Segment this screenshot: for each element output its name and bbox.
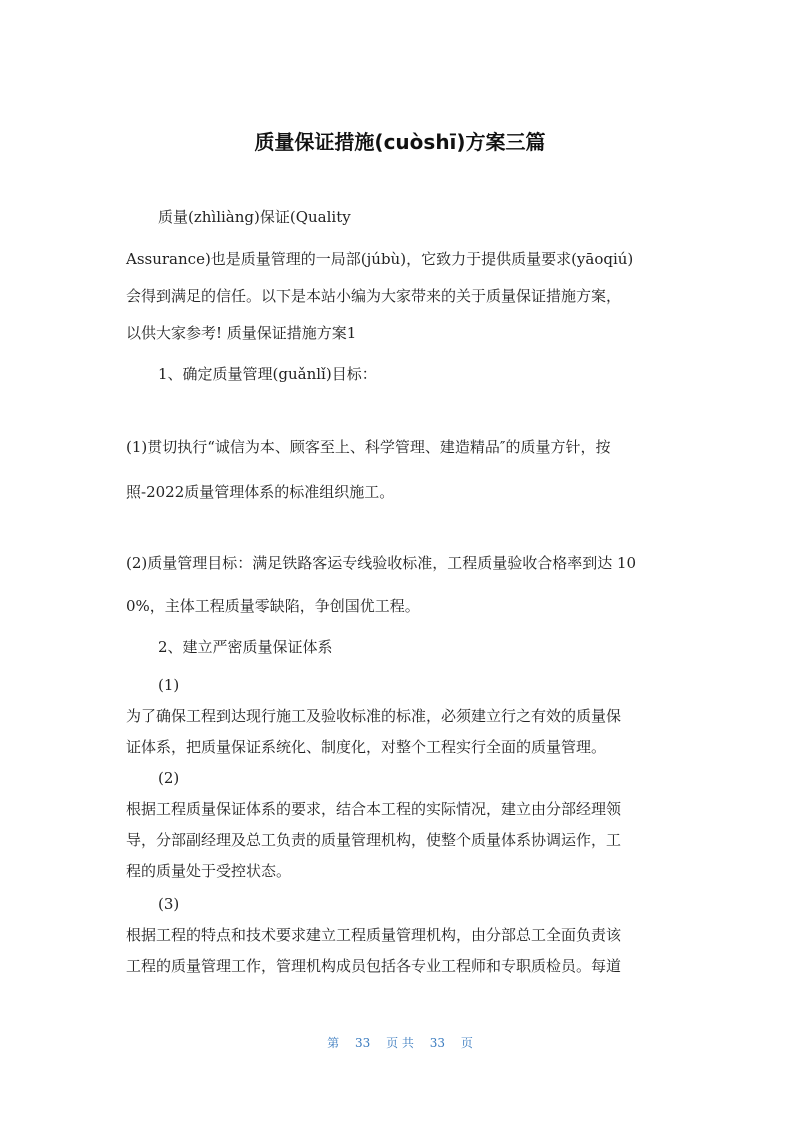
paragraph-line: 根据工程的特点和技术要求建立工程质量管理机构，由分部总工全面负责该 (126, 926, 622, 944)
paragraph-line: 照-2022质量管理体系的标准组织施工。 (126, 483, 395, 501)
paragraph-line: 根据工程质量保证体系的要求，结合本工程的实际情况，建立由分部经理领 (126, 800, 622, 818)
paragraph-line: 会得到满足的信任。以下是本站小编为大家带来的关于质量保证措施方案， (126, 287, 622, 305)
footer-prefix: 第 (327, 1036, 340, 1050)
page-footer (0, 1034, 800, 1051)
paragraph-line: 工程的质量管理工作，管理机构成员包括各专业工程师和专职质检员。每道 (126, 957, 622, 975)
paragraph-line: (2)质量管理目标：满足铁路客运专线验收标准，工程质量验收合格率到达 10 (126, 554, 637, 572)
paragraph-line: 为了确保工程到达现行施工及验收标准的标准，必须建立行之有效的质量保 (126, 707, 622, 725)
paragraph-line: 0%，主体工程质量零缺陷，争创国优工程。 (126, 597, 420, 615)
paragraph-line: 以供大家参考! 质量保证措施方案1 (126, 324, 357, 342)
footer-total-pages: 33 (429, 1036, 446, 1050)
paragraph-line: 质量(zhìliàng)保证(Quality (158, 208, 351, 226)
paragraph-line: 证体系，把质量保证系统化、制度化，对整个工程实行全面的质量管理。 (126, 738, 607, 756)
item-number: (1) (158, 676, 180, 694)
paragraph-line: 程的质量处于受控状态。 (126, 862, 292, 880)
section-heading: 1、确定质量管理(guǎnlǐ)目标： (158, 365, 377, 383)
footer-current-page: 33 (354, 1036, 371, 1050)
paragraph-line: 导，分部副经理及总工负责的质量管理机构，使整个质量体系协调运作，工 (126, 831, 622, 849)
paragraph-line: Assurance)也是质量管理的一局部(júbù)，它致力于提供质量要求(yāoqiú) (126, 250, 634, 268)
paragraph-line: (1)贯切执行“诚信为本、顾客至上、科学管理、建造精品″的质量方针，按 (126, 438, 611, 456)
footer-suffix: 页 (460, 1036, 473, 1050)
section-heading: 2、建立严密质量保证体系 (158, 638, 333, 656)
document-title: 质量保证措施(cuòshī)方案三篇 (254, 130, 546, 154)
footer-mid: 页 共 (386, 1036, 414, 1050)
item-number: (2) (158, 769, 180, 787)
item-number: (3) (158, 895, 180, 913)
